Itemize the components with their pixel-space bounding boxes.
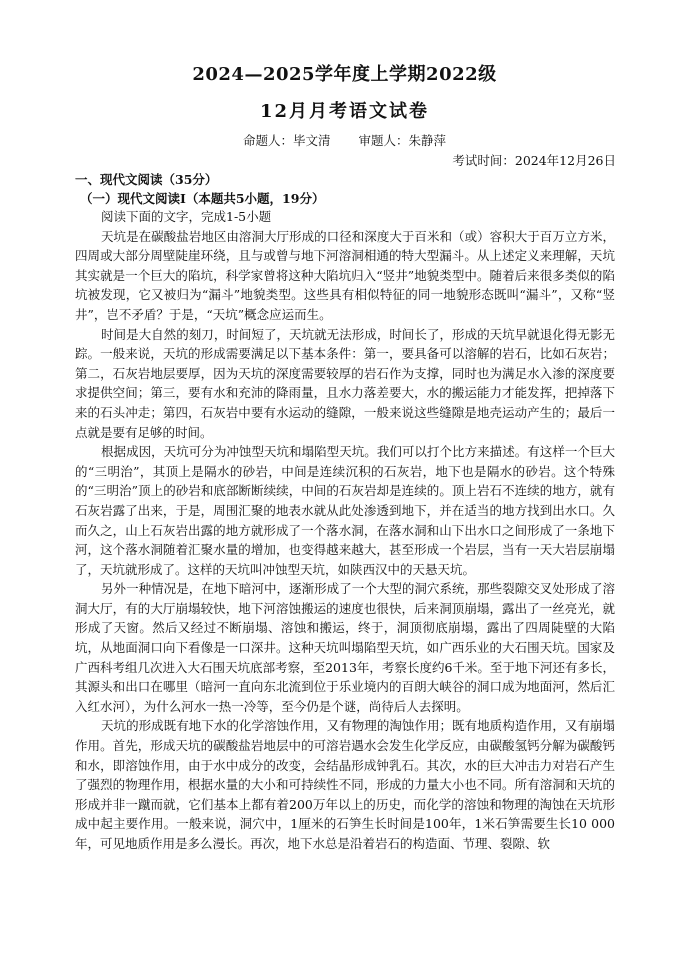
reviewer-name: 审题人：朱静萍 xyxy=(358,133,446,148)
section-heading: 一、现代文阅读（35分） xyxy=(75,172,218,187)
passage-paragraph: 根据成因，天坑可分为冲蚀型天坑和塌陷型天坑。我们可以打个比方来描述。有这样一个巨大的“三明治”，其顶上是隔水的砂岩，中间是连续沉积的石灰岩，地下也是隔水的砂岩。这个特殊的“三明治”顶上的砂岩和底部断断续续，中间的石灰岩却是连续的。顶上岩石不连续的地方，就有石灰岩露了出来，于是，周围汇聚的地表水就从此处渗透到地下，并在适当的地方找到出水口。久而久之，山上石灰岩出露的地方就形成了一个落水洞，在落水洞和山下出水口之间形成了一条地下河，这个落水洞随着汇聚水量的增加，也变得越来越大，甚至形成一个岩层，当有一天大岩层崩塌了，天坑就形成了。这样的天坑叫冲蚀型天坑，如陕西汉中的天悬天坑。 xyxy=(75,444,615,577)
reading-passage xyxy=(75,207,615,854)
author-info xyxy=(0,131,689,149)
passage-paragraph: 天坑的形成既有地下水的化学溶蚀作用，又有物理的淘蚀作用；既有地质构造作用，又有崩塌作用。首先，形成天坑的碳酸盐岩地层中的可溶岩遇水会发生化学反应，由碳酸氢钙分解为碳酸钙和水，即溶蚀作用，由于水中成分的改变，会结晶形成钟乳石。其次，水的巨大冲击力对岩石产生了强烈的物理作用，根据水量的大小和可持续性不同，形成的力量大小也不同。所有溶洞和天坑的形成并非一蹴而就，它们基本上都有着200万年以上的历史，而化学的溶蚀和物理的淘蚀在天坑形成中起主要作用。一般来说，洞穴中，1厘米的石笋生长时间是100年，1米石笋需要生长10 000年，可见地质作用是多么漫长。再次，地下水总是沿着岩石的构造面、节理、裂隙、软 xyxy=(75,718,615,851)
passage-instruction: 阅读下面的文字，完成1-5小题 xyxy=(101,209,272,224)
exam-time: 考试时间：2024年12月26日 xyxy=(452,153,616,168)
passage-paragraph: 天坑是在碳酸盐岩地区由溶洞大厅形成的口径和深度大于百米和（或）容积大于百万立方米，四周或大部分周壁陡崖环绕，且与或曾与地下河溶洞相通的特大型漏斗。从上述定义来理解，天坑其实就是一个巨大的陷坑，科学家曾将这种大陷坑归入“竖井”地貌类型中。随着后来很多类似的陷坑被发现，它又被归为“漏斗”地貌类型。这些具有相似特征的同一地貌形态既叫“漏斗”，又称“竖井”，岂不矛盾？于是，“天坑”概念应运而生。 xyxy=(75,228,615,322)
exam-title-line1: 2024—2025学年度上学期2022级 xyxy=(192,64,497,85)
passage-paragraph: 另外一种情况是，在地下暗河中，逐渐形成了一个大型的洞穴系统，那些裂隙交叉处形成了溶洞大厅，有的大厅崩塌较快，地下河溶蚀搬运的速度也很快，后来洞顶崩塌，露出了一丝亮光，就形成了天窗。然后又经过不断崩塌、溶蚀和搬运，终于，洞顶彻底崩塌，露出了四周陡壁的大陷坑，从地面洞口向下看像是一口深井。这种天坑叫塌陷型天坑，如广西乐业的大石围天坑。国家及广西科考组几次进入大石围天坑底部考察，至2013年，考察长度约6千米。至于地下河还有多长，其源头和出口在哪里（暗河一直向东北流到位于乐业境内的百朗大峡谷的洞口成为地面河，然后汇入红水河），为什么河水一热一冷等，至今仍是个谜，尚待后人去探明。 xyxy=(75,581,615,714)
passage-paragraph: 时间是大自然的刻刀，时间短了，天坑就无法形成，时间长了，形成的天坑早就退化得无影无踪。一般来说，天坑的形成需要满足以下基本条件：第一，要具备可以溶解的岩石，比如石灰岩；第二，石灰岩地层要厚，因为天坑的深度需要较厚的岩石作为支撑，同时也为满足水入渗的深度要求提供空间；第三，要有水和充沛的降雨量，且水力落差要大，水的搬运能力才能发挥，把掉落下来的石头冲走；第四，石灰岩中要有水运动的缝隙，一般来说这些缝隙是地壳运动产生的；最后一点就是要有足够的时间。 xyxy=(75,326,615,440)
subsection-heading: （一）现代文阅读I（本题共5小题，19分） xyxy=(80,191,325,206)
author-name: 命题人：毕文清 xyxy=(242,133,331,148)
exam-title-line2: 12月月考语文试卷 xyxy=(259,101,430,122)
